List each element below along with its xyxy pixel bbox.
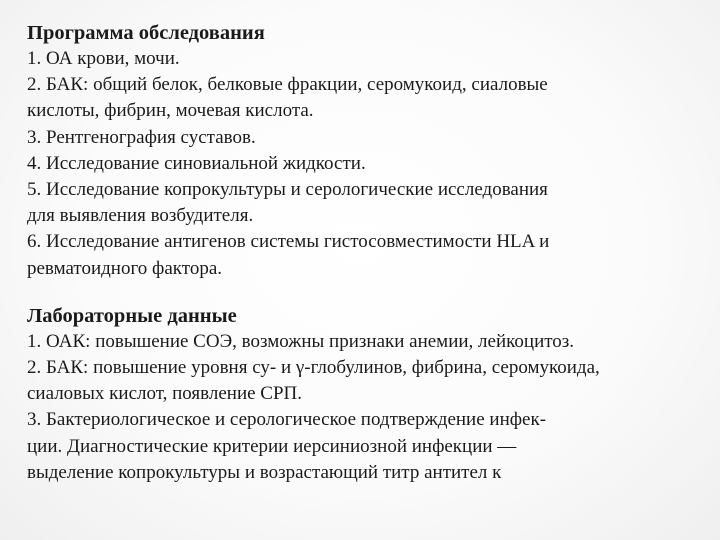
list-item: 6. Исследование антигенов системы гистосовместимости HLA и [27,231,550,253]
list-item: выделение копрокультуры и возрастающий титр антител к [27,461,502,483]
section-title-examination-program: Программа обследования [27,22,265,44]
list-item: 3. Бактериологическое и серологическое подтверждение инфек- [27,409,547,431]
list-item: 5. Исследование копрокультуры и серологические исследования [27,179,548,201]
list-item: ревматоидного фактора. [27,257,223,279]
slide-content [27,20,707,486]
list-item: сиаловых кислот, появление СРП. [27,383,303,405]
section-spacer [27,282,707,303]
list-item: ции. Диагностические критерии иерсиниозной инфекции — [27,435,517,457]
list-item: 3. Рентгенография суставов. [27,126,256,148]
list-item: 1. ОАК: повышение СОЭ, возможны признаки анемии, лейкоцитоз. [27,330,575,352]
section-title-lab-data: Лабораторные данные [27,304,237,327]
list-item: для выявления возбудителя. [27,205,254,227]
list-item: 1. ОА крови, мочи. [27,48,180,69]
list-item: 2. БАК: общий белок, белковые фракции, серомукоид, сиаловые [27,74,548,96]
list-item: 4. Исследование синовиальной жидкости. [27,152,366,174]
list-item: 2. БАК: повышение уровня су- и γ-глобулинов, фибрина, серомукоида, [27,357,600,379]
list-item: кислоты, фибрин, мочевая кислота. [27,100,314,122]
